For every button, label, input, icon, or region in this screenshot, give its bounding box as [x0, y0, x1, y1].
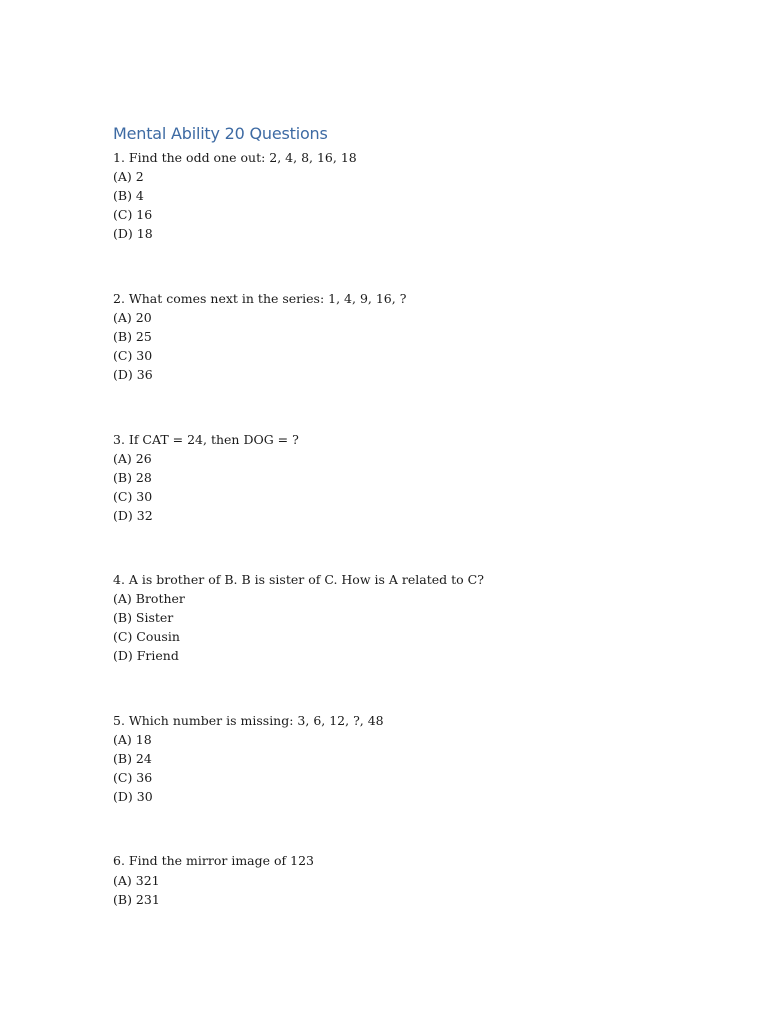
question-3-option-b: (B) 28 [113, 470, 152, 485]
question-5-option-c: (C) 36 [113, 770, 153, 785]
question-5-option-a: (A) 18 [113, 732, 152, 747]
question-5-option-b: (B) 24 [113, 751, 152, 766]
question-4-option-a: (A) Brother [113, 591, 185, 606]
question-1-option-b: (B) 4 [113, 188, 144, 203]
question-2-option-d: (D) 36 [113, 367, 153, 382]
question-6-option-b: (B) 231 [113, 892, 160, 907]
question-3-option-c: (C) 30 [113, 489, 153, 504]
document-title: Mental Ability 20 Questions [113, 124, 328, 143]
question-1-text: 1. Find the odd one out: 2, 4, 8, 16, 18 [113, 150, 357, 165]
question-3-option-d: (D) 32 [113, 508, 153, 523]
question-3-option-a: (A) 26 [113, 451, 152, 466]
question-5-option-d: (D) 30 [113, 789, 153, 804]
question-4-option-c: (C) Cousin [113, 629, 180, 644]
question-1-option-a: (A) 2 [113, 169, 144, 184]
question-2-option-c: (C) 30 [113, 348, 153, 363]
question-1-option-c: (C) 16 [113, 207, 153, 222]
question-5-text: 5. Which number is missing: 3, 6, 12, ?, 48 [113, 713, 384, 728]
question-1-option-d: (D) 18 [113, 226, 153, 241]
question-3-text: 3. If CAT = 24, then DOG = ? [113, 432, 299, 447]
question-4-text: 4. A is brother of B. B is sister of C. How is A related to C? [113, 572, 484, 587]
question-4-option-d: (D) Friend [113, 648, 179, 663]
question-2-text: 2. What comes next in the series: 1, 4, 9, 16, ? [113, 291, 407, 306]
question-6-text: 6. Find the mirror image of 123 [113, 853, 314, 868]
question-2-option-a: (A) 20 [113, 310, 152, 325]
question-4-option-b: (B) Sister [113, 610, 174, 625]
question-2-option-b: (B) 25 [113, 329, 152, 344]
question-6-option-a: (A) 321 [113, 873, 160, 888]
